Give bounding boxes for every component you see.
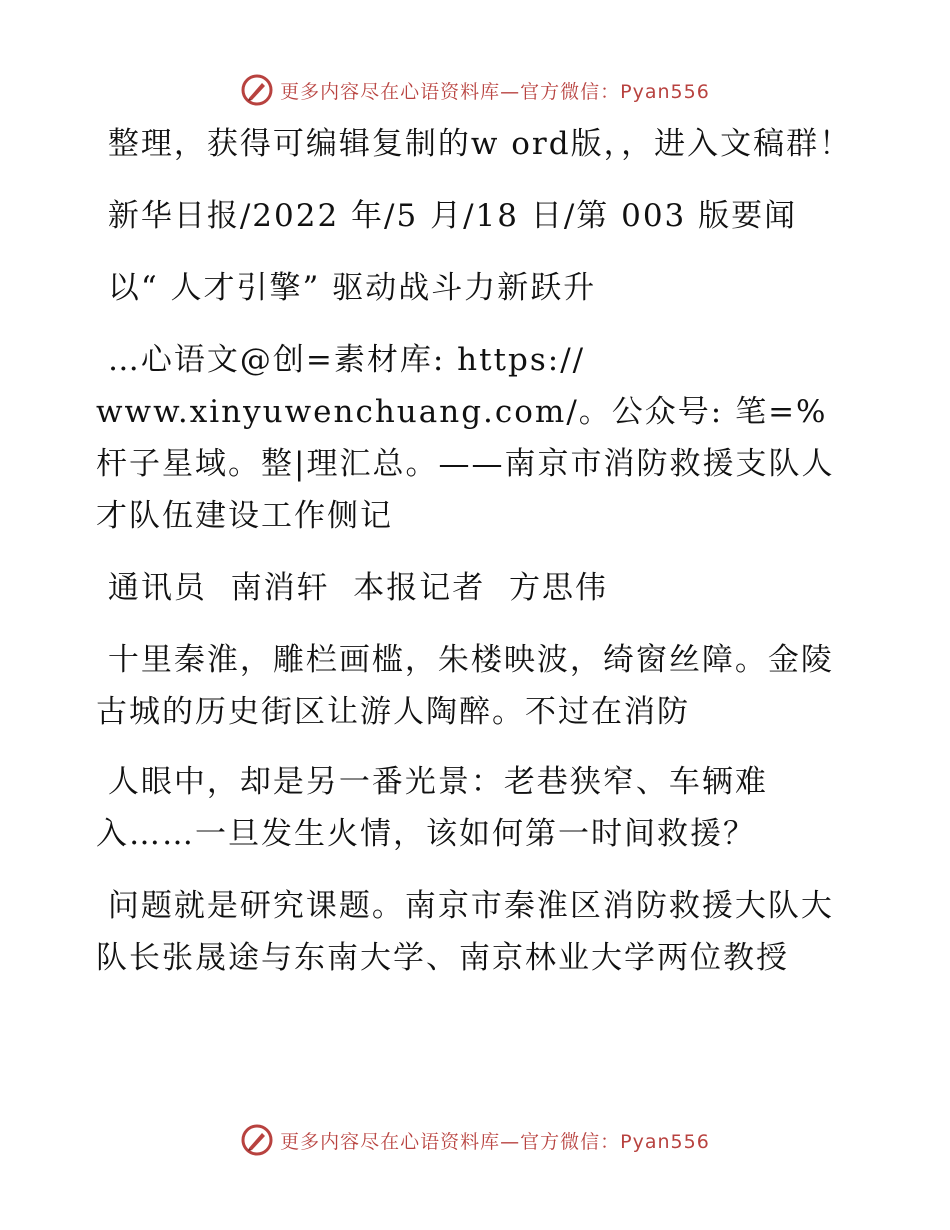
- paragraph-body-1: 十里秦淮，雕栏画槛，朱楼映波，绮窗丝障。金陵古城的历史街区让游人陶醉。不过在消防: [96, 642, 834, 730]
- paragraph-subtitle: …心语文@创=素材库: https:// www.xinyuwenchuang.com/。公众号: 笔=%杆子星域。整|理汇总。——南京市消防救援支队人才队伍建设工作侧记: [96, 342, 835, 534]
- header-watermark: [0, 70, 950, 110]
- paragraph-body-2: 人眼中，却是另一番光景：老巷狭窄、车辆难 入……一旦发生火情，该如何第一时间救援？: [96, 764, 768, 852]
- watermark-text: 更多内容尽在心语资料库—官方微信：Pyan556: [280, 80, 710, 103]
- paragraph-byline: 通讯员 南消轩 本报记者 方思伟: [96, 570, 608, 606]
- paragraph-intro: 整理，获得可编辑复制的w ord版，，进入文稿群！: [96, 126, 853, 162]
- article-title: 以“ 人才引擎” 驱动战斗力新跃升: [96, 270, 597, 306]
- watermark-text: 更多内容尽在心语资料库—官方微信：Pyan556: [280, 1130, 710, 1153]
- document-body: [96, 118, 856, 984]
- pen-logo-icon: [240, 1123, 274, 1157]
- paragraph-source: 新华日报/2022 年/5 月/18 日/第 003 版要闻: [96, 198, 798, 234]
- paragraph-body-3: 问题就是研究课题。南京市秦淮区消防救援大队大队长张晟途与东南大学、南京林业大学两位教授: [96, 888, 834, 976]
- footer-watermark: [0, 1120, 950, 1160]
- pen-logo-icon: [240, 73, 274, 107]
